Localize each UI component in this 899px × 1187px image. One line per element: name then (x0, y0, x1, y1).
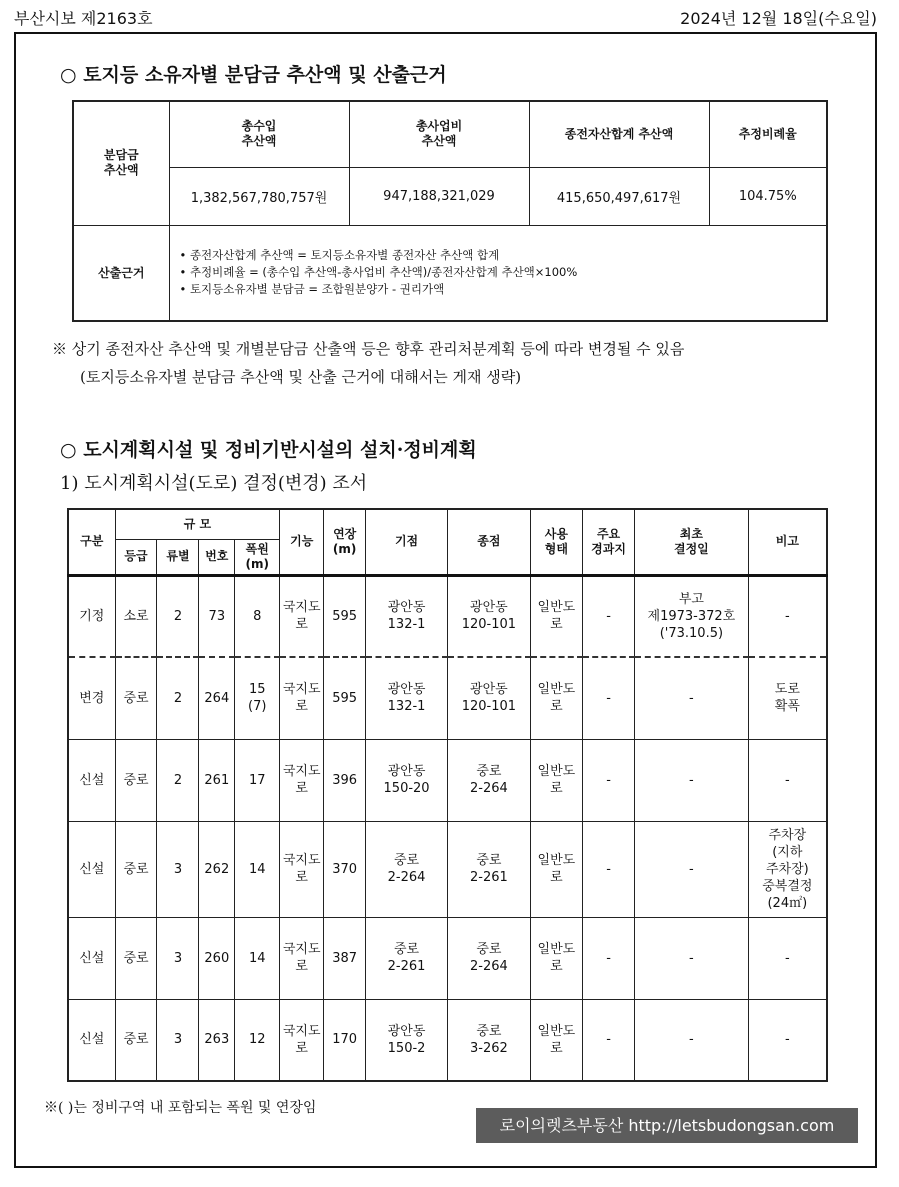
cell-width: 12 (235, 999, 280, 1081)
cell-first: - (635, 739, 749, 821)
cell-start: 광안동 132-1 (366, 657, 448, 739)
cell-function: 국지도 로 (280, 917, 324, 999)
cell-gubun: 신설 (68, 917, 115, 999)
contribution-row-label: 분담금 추산액 (73, 101, 169, 225)
cell-function: 국지도 로 (280, 821, 324, 917)
note-line-2: (토지등소유자별 분담금 추산액 및 산출 근거에 대해서는 게재 생략) (80, 368, 522, 386)
basis-line: • 종전자산합계 추산액 = 토지등소유자별 종전자산 추산액 합계 (179, 248, 500, 263)
cell-gubun: 변경 (68, 657, 115, 739)
cell-width: 15 (7) (235, 657, 280, 739)
cell-grade: 소로 (115, 575, 157, 657)
table-row (68, 821, 827, 917)
cell-via: - (582, 739, 634, 821)
hdr-function: 기능 (280, 509, 324, 575)
basis-content (169, 225, 827, 321)
basis-line: • 토지등소유자별 분담금 = 조합원분양가 - 권리가액 (179, 282, 445, 297)
cell-usage: 일반도 로 (530, 575, 582, 657)
hdr-length: 연장 (m) (324, 509, 366, 575)
cell-end: 중로 2-264 (447, 739, 530, 821)
footnote: ※( )는 정비구역 내 포함되는 폭원 및 연장임 (44, 1100, 317, 1116)
page-header (14, 6, 877, 30)
cell-function: 국지도 로 (280, 657, 324, 739)
cell-length: 387 (324, 917, 366, 999)
col-total-cost: 총사업비 추산액 (349, 101, 529, 167)
cell-width: 14 (235, 917, 280, 999)
cell-gubun: 기정 (68, 575, 115, 657)
cell-number: 261 (199, 739, 235, 821)
watermark-banner: 로이의렛츠부동산 http://letsbudongsan.com (476, 1108, 858, 1143)
note-line-1: ※ 상기 종전자산 추산액 및 개별분담금 산출액 등은 향후 관리처분계획 등에 따라 변경될 수 있음 (52, 340, 685, 358)
cell-end: 중로 3-262 (447, 999, 530, 1081)
cell-function: 국지도 로 (280, 739, 324, 821)
cell-type: 2 (157, 739, 199, 821)
table-row (68, 917, 827, 999)
hdr-gubun: 구분 (68, 509, 115, 575)
cell-type: 2 (157, 657, 199, 739)
cell-grade: 중로 (115, 739, 157, 821)
hdr-end: 종점 (447, 509, 530, 575)
cell-function: 국지도 로 (280, 575, 324, 657)
section1-title: ○ 토지등 소유자별 분담금 추산액 및 산출근거 (60, 64, 447, 86)
cell-end: 중로 2-264 (447, 917, 530, 999)
hdr-scale: 규 모 (115, 509, 280, 539)
cell-number: 263 (199, 999, 235, 1081)
cell-via: - (582, 917, 634, 999)
hdr-type: 류별 (157, 539, 199, 575)
col-ratio: 추정비례율 (709, 101, 827, 167)
cell-length: 595 (324, 575, 366, 657)
cell-width: 8 (235, 575, 280, 657)
table-row (68, 575, 827, 657)
cell-end: 광안동 120-101 (447, 657, 530, 739)
cell-remark: 주차장 (지하 주차장) 중복결정 (24㎡) (748, 821, 827, 917)
cell-usage: 일반도 로 (530, 917, 582, 999)
cell-usage: 일반도 로 (530, 821, 582, 917)
cell-grade: 중로 (115, 917, 157, 999)
cell-remark: - (748, 739, 827, 821)
cell-gubun: 신설 (68, 739, 115, 821)
table-row (68, 739, 827, 821)
cell-via: - (582, 999, 634, 1081)
cell-usage: 일반도 로 (530, 999, 582, 1081)
cell-via: - (582, 657, 634, 739)
col-total-income: 총수입 추산액 (169, 101, 349, 167)
cell-first: - (635, 917, 749, 999)
issue-number: 부산시보 제2163호 (14, 9, 153, 28)
cell-gubun: 신설 (68, 999, 115, 1081)
section2-title: ○ 도시계획시설 및 정비기반시설의 설치·정비계획 (60, 439, 477, 461)
table-row (68, 657, 827, 739)
cell-type: 3 (157, 821, 199, 917)
cell-via: - (582, 821, 634, 917)
cell-function: 국지도 로 (280, 999, 324, 1081)
cell-length: 595 (324, 657, 366, 739)
cell-start: 광안동 132-1 (366, 575, 448, 657)
cell-length: 396 (324, 739, 366, 821)
road-table (67, 508, 828, 1082)
issue-date: 2024년 12월 18일(수요일) (680, 9, 877, 28)
cell-length: 170 (324, 999, 366, 1081)
cell-number: 73 (199, 575, 235, 657)
cell-remark: - (748, 917, 827, 999)
cell-via: - (582, 575, 634, 657)
cell-start: 광안동 150-20 (366, 739, 448, 821)
section2-subtitle: 1) 도시계획시설(도로) 결정(변경) 조서 (60, 473, 368, 494)
hdr-remark: 비고 (748, 509, 827, 575)
val-prior-assets: 415,650,497,617원 (529, 167, 709, 225)
basis-line: • 추정비례율 = (총수입 추산액-총사업비 추산액)/종전자산합계 추산액×100% (179, 265, 578, 280)
cell-start: 광안동 150-2 (366, 999, 448, 1081)
cell-end: 중로 2-261 (447, 821, 530, 917)
cell-grade: 중로 (115, 657, 157, 739)
cell-type: 3 (157, 917, 199, 999)
cell-start: 중로 2-264 (366, 821, 448, 917)
hdr-usage: 사용 형태 (530, 509, 582, 575)
col-prior-assets: 종전자산합계 추산액 (529, 101, 709, 167)
contribution-table (72, 100, 828, 322)
cell-grade: 중로 (115, 821, 157, 917)
cell-usage: 일반도 로 (530, 739, 582, 821)
cell-type: 3 (157, 999, 199, 1081)
hdr-first-decision: 최초 결정일 (635, 509, 749, 575)
cell-remark: - (748, 999, 827, 1081)
cell-number: 264 (199, 657, 235, 739)
cell-grade: 중로 (115, 999, 157, 1081)
hdr-via: 주요 경과지 (582, 509, 634, 575)
hdr-grade: 등급 (115, 539, 157, 575)
cell-width: 17 (235, 739, 280, 821)
cell-number: 262 (199, 821, 235, 917)
cell-first: 부고 제1973-372호 ('73.10.5) (635, 575, 749, 657)
basis-label: 산출근거 (73, 225, 169, 321)
cell-type: 2 (157, 575, 199, 657)
cell-first: - (635, 999, 749, 1081)
cell-end: 광안동 120-101 (447, 575, 530, 657)
val-ratio: 104.75% (709, 167, 827, 225)
hdr-number: 번호 (199, 539, 235, 575)
cell-first: - (635, 657, 749, 739)
cell-first: - (635, 821, 749, 917)
cell-usage: 일반도 로 (530, 657, 582, 739)
cell-length: 370 (324, 821, 366, 917)
val-total-cost: 947,188,321,029 (349, 167, 529, 225)
val-total-income: 1,382,567,780,757원 (169, 167, 349, 225)
cell-number: 260 (199, 917, 235, 999)
hdr-width: 폭원 (m) (235, 539, 280, 575)
hdr-start: 기점 (366, 509, 448, 575)
cell-gubun: 신설 (68, 821, 115, 917)
table-row (68, 999, 827, 1081)
cell-remark: - (748, 575, 827, 657)
cell-start: 중로 2-261 (366, 917, 448, 999)
cell-remark: 도로 확폭 (748, 657, 827, 739)
cell-width: 14 (235, 821, 280, 917)
